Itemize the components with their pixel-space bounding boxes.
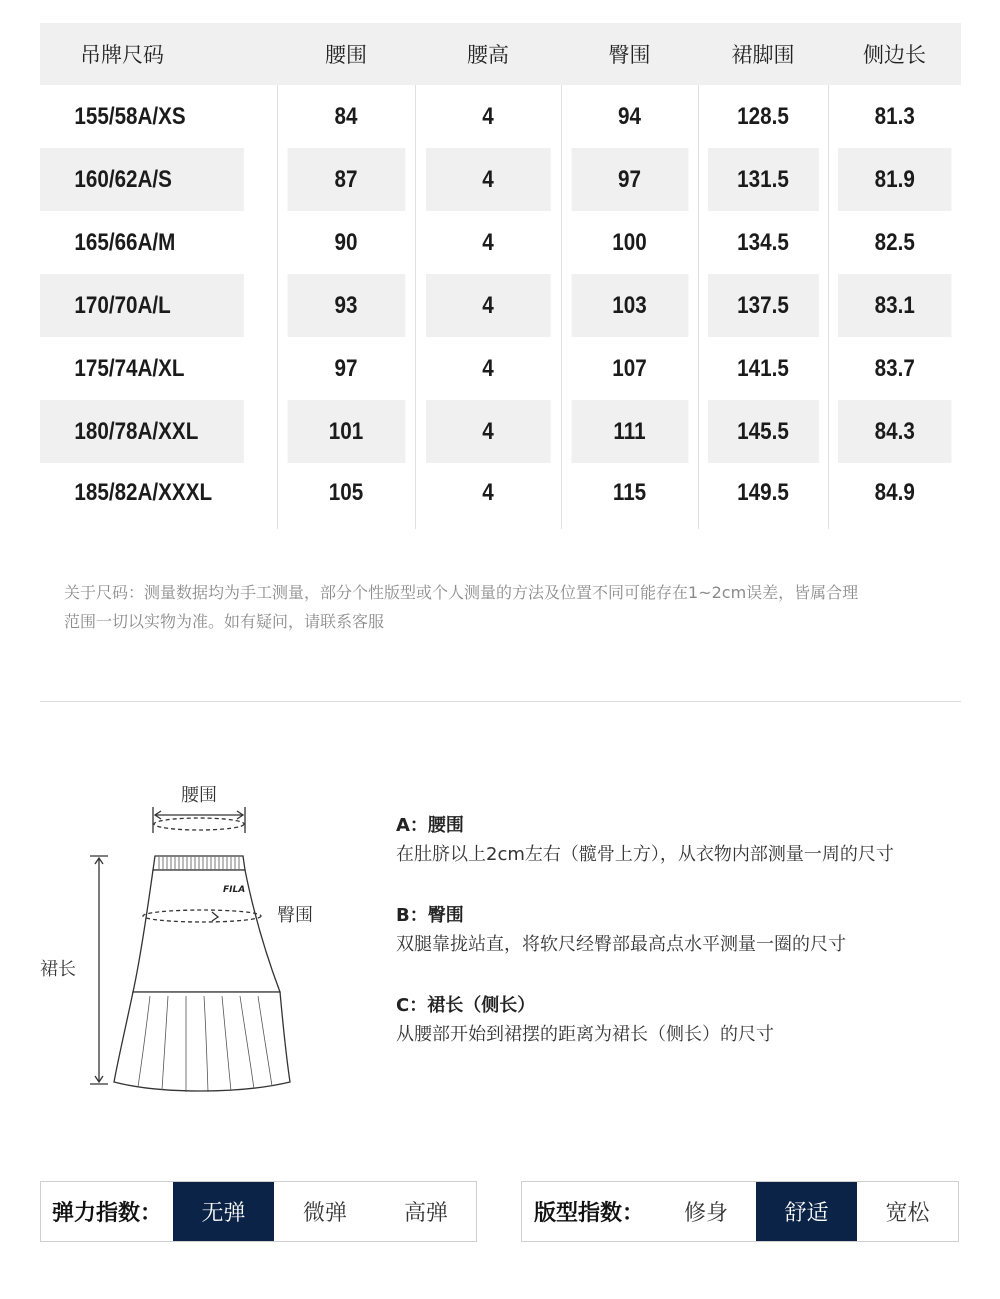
cell-waist: 105 — [287, 463, 406, 529]
measure-c-title: C：裙长（侧长） — [396, 995, 536, 1016]
cell-waist-height: 4 — [425, 400, 551, 463]
cell-hem: 134.5 — [707, 211, 819, 274]
cell-side-length: 82.5 — [837, 211, 951, 274]
cell-hem: 141.5 — [707, 337, 819, 400]
brand-logo: FILA — [223, 885, 246, 895]
measure-b-text: 双腿靠拢站直，将软尺经臀部最高点水平测量一圈的尺寸 — [396, 934, 846, 955]
cell-size: 170/70A/L — [40, 274, 244, 337]
table-row — [40, 400, 961, 463]
cell-side-length: 84.3 — [837, 400, 951, 463]
cell-hip: 103 — [571, 274, 689, 337]
cell-waist-height: 4 — [425, 337, 551, 400]
cell-waist: 84 — [287, 85, 406, 148]
section-divider — [40, 701, 961, 702]
cell-hip: 115 — [571, 463, 689, 529]
cell-side-length: 83.1 — [837, 274, 951, 337]
cell-waist: 101 — [287, 400, 406, 463]
fit-option-comfort[interactable]: 舒适 — [756, 1182, 857, 1241]
cell-hem: 149.5 — [707, 463, 819, 529]
elasticity-option-none[interactable]: 无弹 — [173, 1182, 274, 1241]
elasticity-title: 弹力指数： — [51, 1201, 162, 1226]
cell-waist-height: 4 — [425, 148, 551, 211]
cell-size: 160/62A/S — [40, 148, 244, 211]
cell-size: 185/82A/XXXL — [74, 479, 213, 506]
cell-hem: 137.5 — [707, 274, 819, 337]
measure-b — [396, 902, 976, 960]
cell-side-length: 83.7 — [837, 337, 951, 400]
fit-index — [521, 1181, 959, 1242]
cell-waist: 93 — [287, 274, 406, 337]
header-waist: 腰围 — [277, 23, 415, 85]
measure-c-text: 从腰部开始到裙摆的距离为裙长（侧长）的尺寸 — [396, 1024, 774, 1045]
cell-waist: 87 — [287, 148, 406, 211]
table-row — [40, 463, 961, 529]
cell-hem: 131.5 — [707, 148, 819, 211]
measure-a-text: 在肚脐以上2cm左右（髋骨上方），从衣物内部测量一周的尺寸 — [396, 844, 894, 865]
fit-option-slim[interactable]: 修身 — [683, 1201, 728, 1226]
cell-hip: 111 — [571, 400, 689, 463]
measure-c — [396, 992, 976, 1050]
cell-waist: 90 — [287, 211, 406, 274]
length-label: 裙长 — [40, 959, 76, 980]
elasticity-index — [40, 1181, 477, 1242]
size-disclaimer — [64, 578, 964, 636]
table-row — [40, 85, 961, 148]
cell-waist-height: 4 — [425, 463, 551, 529]
table-row — [40, 148, 961, 211]
cell-waist-height: 4 — [425, 274, 551, 337]
table-row — [40, 274, 961, 337]
measure-a — [396, 812, 976, 870]
size-table — [40, 23, 961, 529]
header-hip: 臀围 — [561, 23, 698, 85]
cell-hip: 97 — [571, 148, 689, 211]
measure-b-title: B：臀围 — [396, 905, 464, 926]
cell-hem: 145.5 — [707, 400, 819, 463]
hip-label: 臀围 — [277, 905, 313, 926]
disclaimer-line-1: 关于尺码：测量数据均为手工测量，部分个性版型或个人测量的方法及位置不同可能存在1~2cm误差，皆属合理 — [64, 583, 859, 602]
fit-option-loose[interactable]: 宽松 — [885, 1201, 930, 1226]
cell-waist-height: 4 — [425, 211, 551, 274]
elasticity-option-high[interactable]: 高弹 — [403, 1201, 448, 1226]
cell-side-length: 84.9 — [837, 463, 951, 529]
cell-waist: 97 — [287, 337, 406, 400]
header-hem: 裙脚围 — [698, 23, 828, 85]
skirt-illustration — [114, 856, 290, 1091]
disclaimer-line-2: 范围一切以实物为准。如有疑问，请联系客服 — [64, 612, 385, 631]
table-row — [40, 211, 961, 274]
cell-waist-height: 4 — [425, 85, 551, 148]
cell-hip: 107 — [571, 337, 689, 400]
skirt-diagram — [30, 775, 330, 1095]
cell-side-length: 81.9 — [837, 148, 951, 211]
cell-hip: 100 — [571, 211, 689, 274]
header-side-length: 侧边长 — [828, 23, 961, 85]
cell-side-length: 81.3 — [837, 85, 951, 148]
header-tag-size: 吊牌尺码 — [40, 23, 277, 85]
length-measure-icon — [90, 856, 108, 1084]
cell-size: 165/66A/M — [74, 228, 176, 256]
cell-size: 180/78A/XXL — [40, 400, 244, 463]
waist-measure-icon — [153, 807, 245, 833]
cell-size: 175/74A/XL — [74, 354, 185, 382]
table-header-row — [40, 23, 961, 85]
fit-title: 版型指数： — [533, 1201, 644, 1226]
cell-hem: 128.5 — [707, 85, 819, 148]
waist-label: 腰围 — [181, 785, 217, 806]
waistband-ribbing-icon — [159, 857, 239, 869]
table-row — [40, 337, 961, 400]
measure-a-title: A：腰围 — [396, 815, 464, 836]
header-waist-height: 腰高 — [415, 23, 561, 85]
cell-hip: 94 — [571, 85, 689, 148]
elasticity-option-slight[interactable]: 微弹 — [302, 1201, 347, 1226]
cell-size: 155/58A/XS — [74, 102, 186, 130]
